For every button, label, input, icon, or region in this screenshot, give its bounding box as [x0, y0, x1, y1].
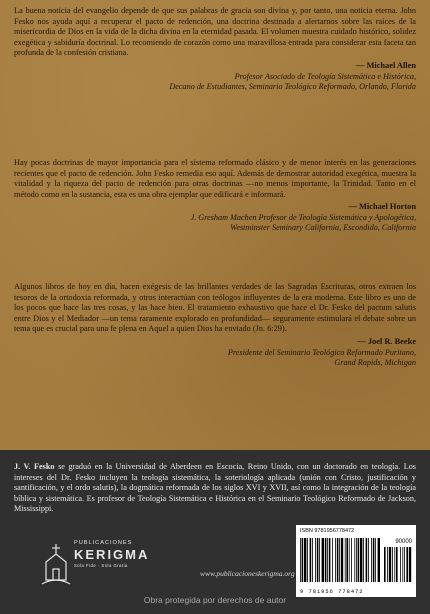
barcode-bar [368, 538, 369, 582]
endorsement-text: La buena noticia del evangelio depende de que sus palabras de gracia son divina y, por tanto, una noticia eterna. John Fesko nos ayuda aquí a recuperar el pacto de redención, una doctrina destinada a alertarnos sobre las raíces de la misericordia de Dios en la vida de la dicha divina en la eternidad pasada. El volumen muestra cuidado histórico, solidez exegética y sabiduría doctrinal. Lo recomiendo de corazón como una maravillosa entrada para considerar esta faceta tan profunda de la confesión cristiana. [14, 6, 416, 58]
endorser-name: — Michael Horton [348, 202, 416, 212]
barcode-bar [356, 538, 357, 582]
barcode-bar [349, 538, 350, 582]
barcode-bar [373, 538, 375, 582]
barcode-digits: 9 781956 778472 [300, 589, 364, 595]
barcode-bar [366, 538, 368, 582]
barcode-addon-bars-icon [384, 547, 412, 582]
endorsement-attribution [14, 202, 416, 233]
endorsement-text: Hay pocas doctrinas de mayor importancia para el sistema reformado clásico y de menor interés en las generaciones recientes que el pacto de redención. John Fesko remedia eso aquí. Además de demostrar autoridad exegética, muestra la vitalidad y la riqueza del pacto de redención para otras doctrinas —no menos importante, la Trinidad. Tanto en el método como en la sustancia, esta es una obra ejemplar que edificará e informará. [14, 158, 416, 199]
barcode-bar [378, 538, 380, 582]
barcode-bar [319, 538, 320, 582]
barcode-bar [384, 547, 386, 582]
barcode-bar [327, 538, 328, 582]
barcode-bar [345, 538, 346, 582]
barcode-bar [409, 547, 411, 582]
barcode-bar [304, 538, 306, 582]
endorsement-attribution [14, 61, 416, 92]
author-name: J. V. Fesko [14, 462, 55, 471]
endorsement-3 [14, 282, 416, 368]
barcode-bar [360, 538, 362, 582]
endorser-role: Profesor Asociado de Teología Sistemática e Histórica, [234, 71, 416, 81]
isbn-label: ISBN 9781956778472 [300, 528, 355, 534]
barcode-bar [351, 538, 352, 582]
endorsement-text: Algunos libros de hoy en día, hacen exégesis de las brillantes verdades de las Sagradas Escrituras, otros extraen los tesoros de la ortodoxia reformada, y otros interactúan con teólogos influyentes de la era moderna. Este libro es uno de los pocos que hace las tres cosas, y las hace bien. El tratamiento exhaustivo que hace el Dr. Fesko del pactum salutis entre Dios y el Mediador —un tema raramente explorado en profundidad— seguramente estimulará el debate sobre un tema que es crucial para una fe plena en Aquel a quien Dios ha enviado (Jn. 6:29). [14, 282, 416, 334]
publisher-url: www.publicacioneskerigma.org [200, 569, 295, 578]
barcode-bar [354, 538, 355, 582]
barcode-bar [341, 538, 343, 582]
barcode-bar [392, 547, 393, 582]
author-bio-text: se graduó en la Universidad de Aberdeen en Escocia, Reino Unido, con un doctorado en teología. Los intereses del Dr. Fesko incluyen la teología sistemática, la soteriología aplicada (unión con Cristo, justificación y santificación, y el ordo salutis), la dogmática reformada de los siglos XVI y XVII, así como la integración de la teología bíblica y sistemática. Es profesor de Teología Sistemática e Histórica en el Seminario Teológico Reformado de Jackson, Mississippi. [14, 462, 416, 514]
barcode-bar [346, 538, 348, 582]
barcode-bar [375, 538, 376, 582]
publisher-logo [74, 540, 149, 568]
barcode-bar [404, 547, 405, 582]
barcode-bar [310, 538, 312, 582]
barcode-bar [335, 538, 336, 582]
barcode-bar [329, 538, 331, 582]
barcode-bar [307, 538, 308, 582]
endorser-role: Decano de Estudiantes, Seminario Teológico Reformado, Orlando, Florida [169, 81, 416, 91]
publisher-small: PUBLICACIONES [74, 540, 133, 546]
barcode-bar [358, 538, 360, 582]
author-bio [14, 462, 416, 515]
barcode-bar [315, 538, 316, 582]
publisher-name: KERIGMA [74, 547, 150, 562]
barcode-bar [337, 538, 339, 582]
endorser-role: Grand Rapids, Michigan [334, 357, 416, 367]
barcode [296, 525, 416, 597]
barcode-bar [322, 538, 324, 582]
endorsement-attribution [14, 337, 416, 368]
barcode-bar [300, 538, 301, 582]
barcode-bar [387, 547, 388, 582]
barcode-bar [371, 538, 372, 582]
barcode-bar [312, 538, 313, 582]
watermark: Obra protegida por derechos de autor [143, 595, 287, 605]
barcode-bar [302, 538, 304, 582]
endorser-name: — Michael Allen [355, 60, 416, 70]
barcode-bar [332, 538, 333, 582]
endorser-name: — Joel R. Beeke [357, 336, 416, 346]
barcode-bar [400, 547, 401, 582]
barcode-price: 90000 [395, 539, 412, 545]
endorser-role: Westminster Seminary California, Escondido, California [230, 223, 416, 233]
barcode-bar [339, 538, 340, 582]
barcode-bars-icon [300, 538, 380, 582]
barcode-bar [317, 538, 319, 582]
barcode-bar [363, 538, 364, 582]
barcode-bar [394, 547, 395, 582]
endorsement-1 [14, 6, 416, 92]
endorsement-2 [14, 158, 416, 234]
publisher-tagline: Sola Fide · Sola Gratia [74, 563, 128, 568]
endorser-role: Presidente del Seminario Teológico Reformado Puritano, [227, 347, 416, 357]
barcode-bar [406, 547, 408, 582]
barcode-bar [402, 547, 403, 582]
barcode-bar [389, 547, 391, 582]
barcode-bar [325, 538, 327, 582]
endorser-role: J. Gresham Machen Profesor de Teología Sistemática y Apologética, [190, 212, 416, 222]
barcode-bar [396, 547, 398, 582]
